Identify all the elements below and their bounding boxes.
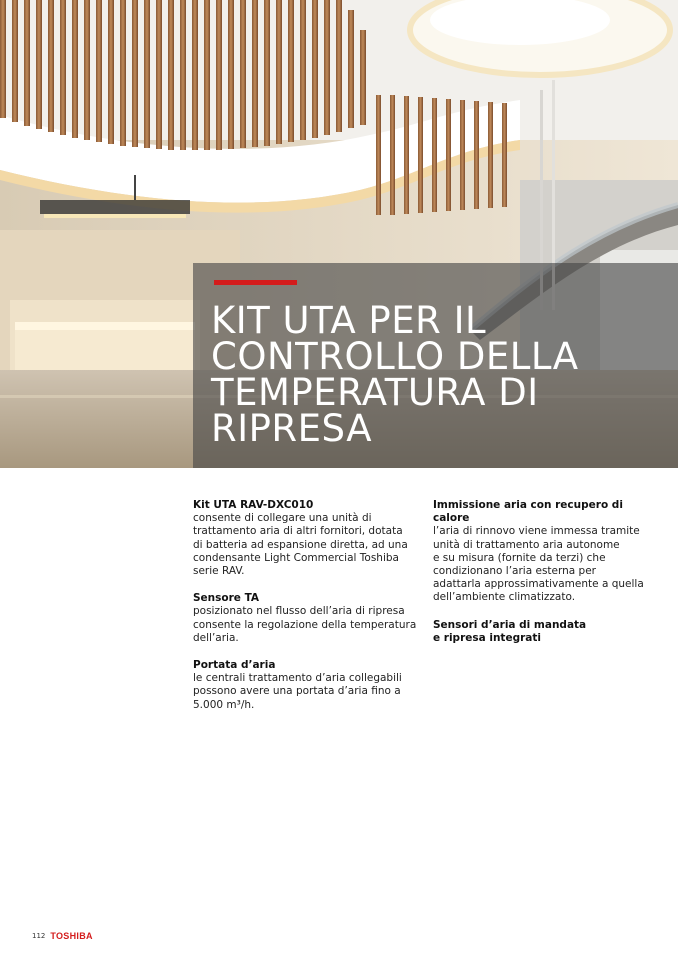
title-line: KIT UTA PER IL: [211, 299, 487, 342]
text-line: posizionato nel flusso dell’aria di ripresa: [193, 605, 405, 618]
text-line: adattarla approssimativamente a quella: [433, 578, 644, 591]
text-line: le centrali trattamento d’aria collegabili: [193, 672, 402, 685]
left-column: [193, 499, 418, 726]
text-line: unità di trattamento aria autonome: [433, 538, 620, 551]
feature-heading: [433, 619, 648, 645]
page-footer: [32, 930, 93, 942]
feature-block-immissione: [433, 499, 648, 605]
text-line: serie RAV.: [193, 565, 245, 578]
text-line: dell’ambiente climatizzato.: [433, 591, 576, 604]
text-line: dell’aria.: [193, 631, 239, 644]
text-line: condensante Light Commercial Toshiba: [193, 551, 399, 564]
hero-image: [0, 0, 678, 468]
feature-block-sensori: [433, 619, 648, 645]
feature-block-sensore: [193, 592, 418, 645]
text-line: possono avere una portata d’aria fino a: [193, 685, 401, 698]
right-column: [433, 499, 648, 659]
feature-heading: Kit UTA RAV-DXC010: [193, 499, 314, 511]
text-line: 5.000 m³/h.: [193, 698, 255, 711]
brand-logo: TOSHIBA: [50, 931, 93, 941]
title-line: RIPRESA: [211, 407, 373, 450]
text-line: di batteria ad espansione diretta, ad una: [193, 538, 408, 551]
feature-text: [193, 605, 418, 645]
feature-block-kit-uta: [193, 499, 418, 578]
feature-text: [193, 672, 418, 712]
text-line: e su misura (fornite da terzi) che: [433, 551, 606, 564]
page-title: [211, 299, 671, 450]
title-overlay: [193, 263, 678, 468]
title-line: CONTROLLO DELLA: [211, 335, 579, 378]
feature-block-portata: [193, 659, 418, 712]
feature-text: [433, 525, 648, 604]
text-line: l’aria di rinnovo viene immessa tramite: [433, 525, 640, 538]
text-line: consente la regolazione della temperatura: [193, 618, 417, 631]
feature-text: [193, 512, 418, 578]
text-line: trattamento aria di altri fornitori, dotata: [193, 525, 403, 538]
text-line: condizionano l’aria esterna per: [433, 565, 596, 578]
feature-heading: Immissione aria con recupero di calore: [433, 499, 623, 525]
text-line: consente di collegare una unità di: [193, 512, 372, 525]
title-line: TEMPERATURA DI: [211, 371, 539, 414]
page-number: 112: [32, 932, 46, 940]
feature-heading: Portata d’aria: [193, 659, 276, 672]
heading-line: Sensori d’aria di mandata: [433, 618, 587, 631]
heading-line: e ripresa integrati: [433, 631, 541, 644]
accent-bar: [214, 280, 297, 285]
feature-heading: Sensore TA: [193, 592, 260, 605]
